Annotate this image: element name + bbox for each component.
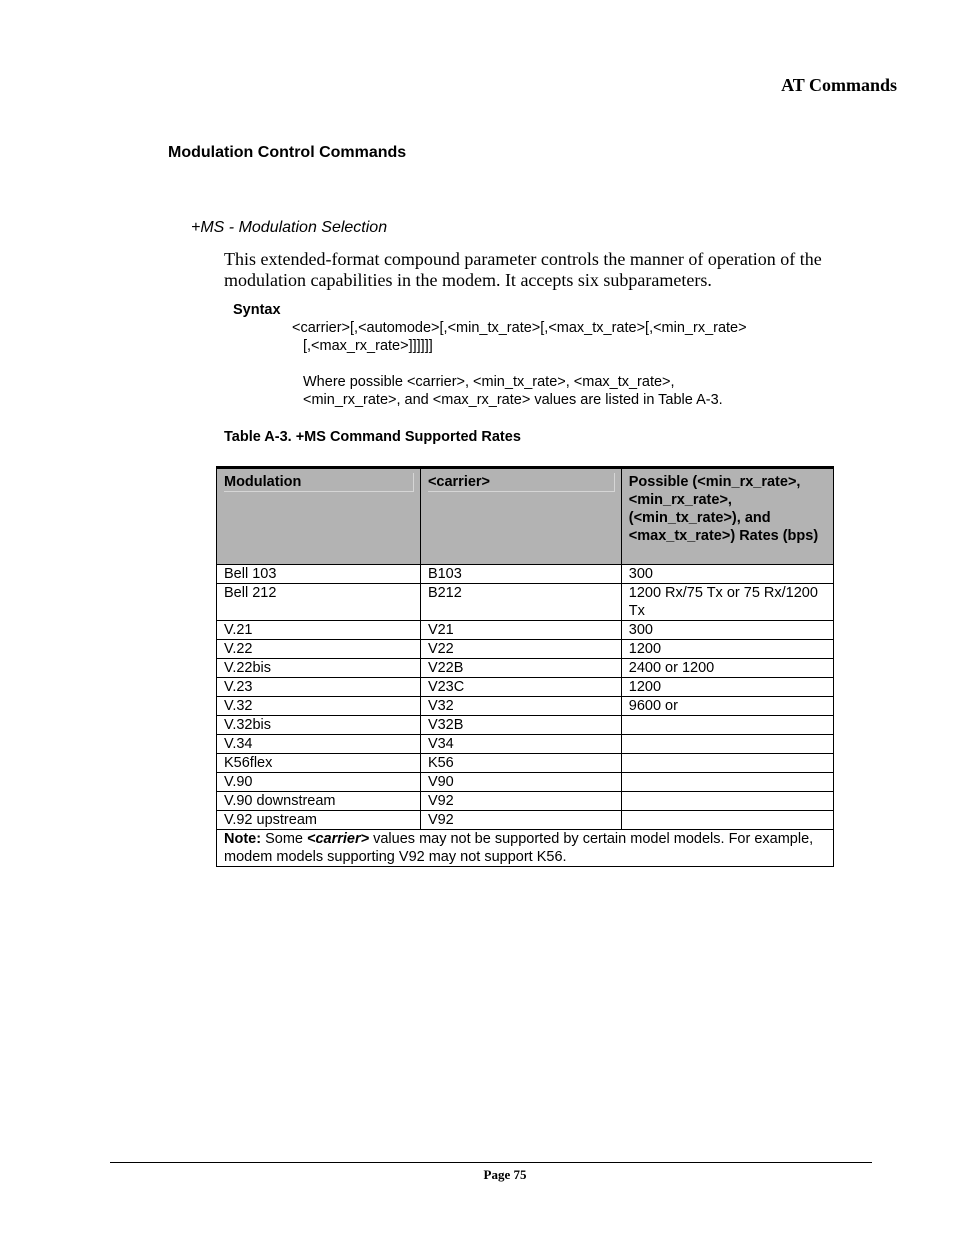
cell-rates: 300 bbox=[621, 621, 833, 640]
cell-modulation: K56flex bbox=[217, 754, 421, 773]
table-row bbox=[217, 792, 834, 811]
cell-rates: 1200 bbox=[621, 678, 833, 697]
footer-rule bbox=[110, 1162, 872, 1163]
header-modulation bbox=[217, 468, 421, 565]
note-label: Note: bbox=[224, 831, 262, 847]
table-note-row bbox=[217, 830, 834, 867]
table-header-row bbox=[217, 468, 834, 565]
cell-modulation: V.90 bbox=[217, 773, 421, 792]
cell-carrier: V92 bbox=[420, 811, 621, 830]
syntax-line-2: [,<max_rx_rate>]]]]]] bbox=[303, 338, 433, 354]
header-rates bbox=[621, 468, 833, 565]
cell-carrier: V23C bbox=[420, 678, 621, 697]
header-rates-label: Possible (<min_rx_rate>, <min_rx_rate>, (<min_tx_rate>), and <max_tx_rate>) Rates (bps) bbox=[628, 474, 819, 544]
where-line-2: <min_rx_rate>, and <max_rx_rate> values are listed in Table A-3. bbox=[303, 392, 723, 408]
where-line-1: Where possible <carrier>, <min_tx_rate>, <max_tx_rate>, bbox=[303, 374, 675, 390]
cell-modulation: V.22 bbox=[217, 640, 421, 659]
cell-carrier: V34 bbox=[420, 735, 621, 754]
table-row bbox=[217, 773, 834, 792]
note-text-after: values may not be supported by certain model models. For example, modem models supporting V92 may not support K56. bbox=[224, 831, 814, 865]
cell-rates bbox=[621, 811, 833, 830]
cell-rates bbox=[621, 735, 833, 754]
header-carrier bbox=[420, 468, 621, 565]
note-emphasis: <carrier> bbox=[307, 831, 370, 847]
section-heading: Modulation Control Commands bbox=[168, 144, 407, 161]
subsection-heading: +MS - Modulation Selection bbox=[191, 219, 388, 236]
cell-carrier: V90 bbox=[420, 773, 621, 792]
cell-carrier: V22B bbox=[420, 659, 621, 678]
intro-paragraph: This extended-format compound parameter controls the manner of operation of the modulation capabilities in the modem. It accepts six subparameters. bbox=[224, 249, 822, 290]
table-row bbox=[217, 621, 834, 640]
header-carrier-label: <carrier> bbox=[428, 473, 615, 492]
table-row bbox=[217, 754, 834, 773]
table-row bbox=[217, 584, 834, 621]
cell-modulation: V.23 bbox=[217, 678, 421, 697]
cell-modulation: V.32bis bbox=[217, 716, 421, 735]
cell-carrier: V21 bbox=[420, 621, 621, 640]
cell-modulation: V.22bis bbox=[217, 659, 421, 678]
cell-carrier: V32 bbox=[420, 697, 621, 716]
table-note bbox=[217, 830, 834, 867]
cell-modulation: V.32 bbox=[217, 697, 421, 716]
cell-carrier: V22 bbox=[420, 640, 621, 659]
table-row bbox=[217, 659, 834, 678]
cell-modulation: Bell 212 bbox=[217, 584, 421, 621]
cell-rates: 1200 bbox=[621, 640, 833, 659]
cell-modulation: Bell 103 bbox=[217, 565, 421, 584]
cell-carrier: V92 bbox=[420, 792, 621, 811]
cell-rates: 9600 or bbox=[621, 697, 833, 716]
cell-rates: 1200 Rx/75 Tx or 75 Rx/1200 Tx bbox=[621, 584, 833, 621]
syntax-label: Syntax bbox=[233, 302, 281, 318]
cell-modulation: V.21 bbox=[217, 621, 421, 640]
running-header-title: AT Commands bbox=[781, 75, 897, 95]
cell-modulation: V.92 upstream bbox=[217, 811, 421, 830]
cell-rates bbox=[621, 792, 833, 811]
header-modulation-label: Modulation bbox=[224, 473, 414, 492]
table-row bbox=[217, 811, 834, 830]
cell-rates bbox=[621, 773, 833, 792]
cell-carrier: V32B bbox=[420, 716, 621, 735]
cell-modulation: V.34 bbox=[217, 735, 421, 754]
cell-rates: 2400 or 1200 bbox=[621, 659, 833, 678]
syntax-line-1: <carrier>[,<automode>[,<min_tx_rate>[,<max_tx_rate>[,<min_rx_rate> bbox=[292, 320, 747, 336]
cell-carrier: B103 bbox=[420, 565, 621, 584]
cell-carrier: B212 bbox=[420, 584, 621, 621]
cell-modulation: V.90 downstream bbox=[217, 792, 421, 811]
table-row bbox=[217, 735, 834, 754]
cell-rates bbox=[621, 754, 833, 773]
table-row bbox=[217, 716, 834, 735]
table-caption: Table A-3. +MS Command Supported Rates bbox=[224, 429, 521, 445]
table-row bbox=[217, 678, 834, 697]
table-row bbox=[217, 565, 834, 584]
table-row bbox=[217, 697, 834, 716]
cell-rates bbox=[621, 716, 833, 735]
cell-carrier: K56 bbox=[420, 754, 621, 773]
table-row bbox=[217, 640, 834, 659]
note-text-before: Some bbox=[261, 831, 307, 847]
supported-rates-table bbox=[216, 466, 834, 867]
page-number: Page 75 bbox=[483, 1167, 527, 1182]
cell-rates: 300 bbox=[621, 565, 833, 584]
